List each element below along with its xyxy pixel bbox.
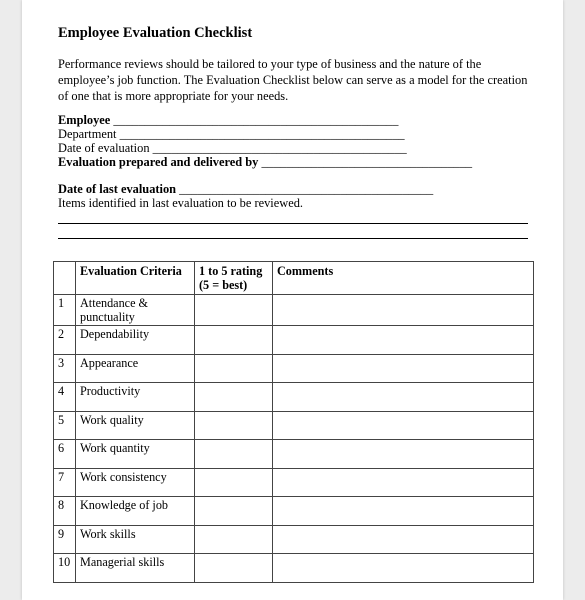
row-number: 4 xyxy=(54,383,76,412)
row-number: 1 xyxy=(54,295,76,326)
date-of-evaluation-label: Date of evaluation xyxy=(58,141,150,155)
header-comments: Comments xyxy=(273,262,534,295)
table-row xyxy=(54,554,534,583)
rating-cell[interactable] xyxy=(195,497,273,526)
row-number: 6 xyxy=(54,440,76,469)
intro-line: of one that is more appropriate for your needs. xyxy=(58,89,289,103)
comments-cell[interactable] xyxy=(273,468,534,497)
comments-cell[interactable] xyxy=(273,326,534,355)
row-number: 5 xyxy=(54,411,76,440)
row-number: 2 xyxy=(54,326,76,355)
intro-line: employee’s job function. The Evaluation Checklist below can serve as a model for the creation xyxy=(58,73,528,87)
date-of-evaluation-field[interactable] xyxy=(58,141,407,155)
header-criteria: Evaluation Criteria xyxy=(76,262,195,295)
table-header-row xyxy=(54,262,534,295)
department-blank[interactable]: ______________________________________________ xyxy=(119,127,405,141)
table-row xyxy=(54,497,534,526)
comments-cell[interactable] xyxy=(273,497,534,526)
employee-label: Employee xyxy=(58,113,111,127)
date-last-evaluation-field[interactable] xyxy=(58,182,433,196)
table-row xyxy=(54,411,534,440)
prepared-by-label: Evaluation prepared and delivered by xyxy=(58,155,259,169)
comments-cell[interactable] xyxy=(273,383,534,412)
review-items-line[interactable] xyxy=(58,223,528,224)
row-criteria: Managerial skills xyxy=(76,554,195,583)
comments-cell[interactable] xyxy=(273,411,534,440)
table-row xyxy=(54,295,534,326)
row-number: 9 xyxy=(54,525,76,554)
rating-cell[interactable] xyxy=(195,525,273,554)
row-criteria: Work skills xyxy=(76,525,195,554)
table-row xyxy=(54,440,534,469)
comments-cell[interactable] xyxy=(273,440,534,469)
row-criteria: Dependability xyxy=(76,326,195,355)
evaluation-table xyxy=(53,261,534,583)
employee-blank[interactable]: ______________________________________________ xyxy=(113,113,399,127)
row-criteria: Appearance xyxy=(76,354,195,383)
row-criteria: Work consistency xyxy=(76,468,195,497)
table-row xyxy=(54,383,534,412)
table-row xyxy=(54,525,534,554)
comments-cell[interactable] xyxy=(273,554,534,583)
review-items-line[interactable] xyxy=(58,238,528,239)
rating-cell[interactable] xyxy=(195,440,273,469)
items-to-review-label: Items identified in last evaluation to be reviewed. xyxy=(58,196,303,210)
rating-cell[interactable] xyxy=(195,354,273,383)
row-criteria: Attendance & punctuality xyxy=(76,295,195,326)
rating-cell[interactable] xyxy=(195,411,273,440)
row-criteria: Work quality xyxy=(76,411,195,440)
rating-cell[interactable] xyxy=(195,554,273,583)
table-row xyxy=(54,354,534,383)
header-rating-line1: 1 to 5 rating xyxy=(199,264,263,278)
table-row xyxy=(54,326,534,355)
row-criteria: Knowledge of job xyxy=(76,497,195,526)
intro-line: Performance reviews should be tailored to your type of business and the nature of the xyxy=(58,57,482,71)
rating-cell[interactable] xyxy=(195,383,273,412)
row-number: 10 xyxy=(54,554,76,583)
intro-paragraph xyxy=(58,56,528,104)
department-label: Department xyxy=(58,127,117,141)
rating-cell[interactable] xyxy=(195,468,273,497)
rating-cell[interactable] xyxy=(195,326,273,355)
date-of-evaluation-blank[interactable]: _________________________________________ xyxy=(152,141,407,155)
document-page xyxy=(22,0,563,600)
row-criteria: Productivity xyxy=(76,383,195,412)
employee-field[interactable] xyxy=(58,113,398,127)
date-last-evaluation-blank[interactable]: _________________________________________ xyxy=(179,182,434,196)
header-number xyxy=(54,262,76,295)
row-criteria: Work quantity xyxy=(76,440,195,469)
prepared-by-field[interactable] xyxy=(58,155,472,169)
rating-cell[interactable] xyxy=(195,295,273,326)
date-last-evaluation-label: Date of last evaluation xyxy=(58,182,177,196)
page-title: Employee Evaluation Checklist xyxy=(58,25,253,41)
header-rating xyxy=(195,262,273,295)
comments-cell[interactable] xyxy=(273,525,534,554)
header-rating-line2: (5 = best) xyxy=(199,277,248,292)
row-number: 8 xyxy=(54,497,76,526)
comments-cell[interactable] xyxy=(273,354,534,383)
table-row xyxy=(54,468,534,497)
comments-cell[interactable] xyxy=(273,295,534,326)
prepared-by-blank[interactable]: __________________________________ xyxy=(261,155,473,169)
department-field[interactable] xyxy=(58,127,405,141)
row-number: 3 xyxy=(54,354,76,383)
row-number: 7 xyxy=(54,468,76,497)
